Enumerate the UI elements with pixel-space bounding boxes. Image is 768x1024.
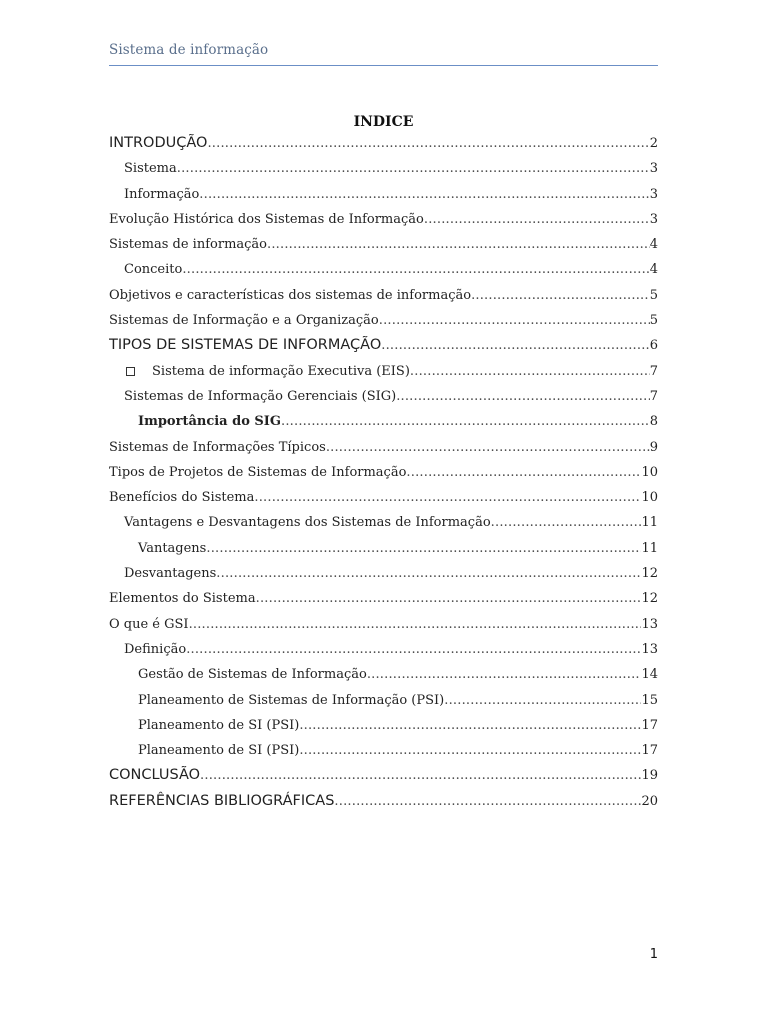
toc-entry-label: Planeamento de Sistemas de Informação (PSI) (138, 692, 445, 708)
dot-leader (207, 131, 649, 156)
dot-leader (299, 713, 641, 738)
toc-entry[interactable] (109, 688, 658, 713)
dot-leader (379, 308, 650, 333)
toc-entry-page: 10 (641, 464, 658, 480)
toc-entry-page: 4 (649, 237, 658, 253)
dot-leader (256, 586, 642, 611)
dot-leader (254, 485, 641, 510)
toc-entry[interactable] (109, 232, 658, 257)
toc-entry-label: Gestão de Sistemas de Informação (138, 667, 367, 683)
toc-entry[interactable] (109, 384, 658, 409)
dot-leader (444, 688, 641, 713)
toc-entry[interactable] (109, 738, 658, 763)
toc-entry-label: Sistema de informação Executiva (EIS) (152, 363, 410, 379)
table-of-contents (109, 131, 658, 814)
dot-leader (177, 156, 650, 181)
toc-entry-page: 17 (641, 743, 658, 759)
toc-entry[interactable] (109, 637, 658, 662)
toc-entry-label: TIPOS DE SISTEMAS DE INFORMAÇÃO (109, 337, 382, 354)
toc-entry-page: 3 (649, 186, 658, 202)
toc-entry[interactable] (109, 612, 658, 637)
toc-entry[interactable] (109, 182, 658, 207)
toc-entry-label: Planeamento de SI (PSI) (138, 743, 300, 759)
toc-entry-label: REFERÊNCIAS BIBLIOGRÁFICAS (109, 792, 335, 809)
toc-entry-label: Desvantagens (124, 566, 217, 582)
dot-leader (199, 182, 649, 207)
toc-entry-page: 11 (641, 540, 658, 556)
toc-entry[interactable] (109, 435, 658, 460)
toc-entry[interactable] (109, 789, 658, 814)
toc-entry-label: Elementos do Sistema (109, 591, 256, 607)
toc-entry[interactable] (109, 131, 658, 156)
dot-leader (491, 510, 642, 535)
toc-entry[interactable] (109, 713, 658, 738)
toc-entry-page: 15 (641, 692, 658, 708)
dot-leader (206, 536, 641, 561)
toc-entry-page: 5 (649, 313, 658, 329)
toc-entry-page: 6 (649, 338, 658, 354)
dot-leader (299, 738, 641, 763)
page-number: 1 (649, 947, 658, 962)
dot-leader (200, 763, 641, 788)
toc-entry-page: 3 (649, 161, 658, 177)
toc-entry-page: 11 (641, 515, 658, 531)
toc-entry-label: CONCLUSÃO (109, 767, 201, 784)
header-rule (109, 65, 658, 66)
toc-entry-label: Sistemas de Informação Gerenciais (SIG) (124, 388, 397, 404)
dot-leader (406, 460, 641, 485)
running-header: Sistema de informação (109, 42, 269, 58)
toc-entry-page: 2 (649, 136, 658, 151)
toc-entry-page: 13 (641, 616, 658, 632)
toc-entry-label: Benefícios do Sistema (109, 490, 255, 506)
toc-entry-label: Sistemas de informação (109, 237, 267, 253)
toc-entry[interactable] (109, 586, 658, 611)
toc-entry[interactable] (109, 207, 658, 232)
toc-entry-label: Importância do SIG (138, 414, 281, 430)
checkbox-bullet-icon (126, 367, 135, 376)
toc-entry-label: Tipos de Projetos de Sistemas de Informação (109, 464, 407, 480)
toc-entry[interactable] (109, 460, 658, 485)
dot-leader (381, 333, 649, 358)
toc-entry-page: 7 (649, 388, 658, 404)
toc-entry-page: 13 (641, 641, 658, 657)
toc-entry-page: 20 (641, 793, 658, 809)
toc-entry[interactable] (109, 763, 658, 788)
toc-entry-page: 14 (641, 667, 658, 683)
toc-entry[interactable] (109, 333, 658, 358)
toc-entry-page: 5 (649, 287, 658, 303)
toc-entry[interactable] (109, 283, 658, 308)
toc-entry-label: Vantagens e Desvantagens dos Sistemas de Informação (124, 515, 491, 531)
toc-entry-page: 9 (649, 439, 658, 455)
dot-leader (216, 561, 641, 586)
toc-entry[interactable] (109, 485, 658, 510)
toc-entry[interactable] (109, 409, 658, 434)
dot-leader (471, 283, 650, 308)
toc-entry-label: Sistema (124, 161, 177, 177)
dot-leader (182, 257, 649, 282)
dot-leader (367, 662, 642, 687)
dot-leader (189, 612, 642, 637)
toc-entry-page: 8 (649, 414, 658, 430)
toc-entry-page: 12 (641, 591, 658, 607)
dot-leader (186, 637, 641, 662)
toc-entry-page: 19 (641, 768, 658, 784)
toc-entry-page: 3 (649, 211, 658, 227)
dot-leader (267, 232, 650, 257)
toc-entry-label: INTRODUÇÃO (109, 135, 208, 151)
toc-entry-label: Vantagens (138, 540, 207, 556)
toc-entry[interactable] (109, 308, 658, 333)
toc-entry-label: O que é GSI (109, 616, 189, 632)
toc-entry[interactable] (109, 359, 658, 384)
toc-entry-page: 4 (649, 262, 658, 278)
toc-entry[interactable] (109, 561, 658, 586)
toc-entry[interactable] (109, 257, 658, 282)
toc-title: INDICE (353, 114, 414, 130)
dot-leader (326, 435, 650, 460)
dot-leader (424, 207, 650, 232)
toc-entry-page: 10 (641, 490, 658, 506)
toc-entry-page: 12 (641, 566, 658, 582)
dot-leader (334, 789, 641, 814)
toc-entry[interactable] (109, 510, 658, 535)
toc-entry-page: 7 (649, 363, 658, 379)
toc-entry[interactable] (109, 662, 658, 687)
toc-entry-label: Objetivos e características dos sistemas de informação (109, 287, 472, 303)
toc-entry[interactable] (109, 156, 658, 181)
dot-leader (410, 359, 650, 384)
dot-leader (281, 409, 650, 434)
toc-entry-label: Informação (124, 186, 200, 202)
toc-entry[interactable] (109, 536, 658, 561)
toc-entry-label: Conceito (124, 262, 183, 278)
toc-entry-label: Sistemas de Informação e a Organização (109, 313, 379, 329)
toc-entry-label: Planeamento de SI (PSI) (138, 717, 300, 733)
toc-entry-page: 17 (641, 717, 658, 733)
dot-leader (396, 384, 650, 409)
toc-entry-label: Definição (124, 641, 187, 657)
toc-entry-label: Evolução Histórica dos Sistemas de Informação (109, 211, 424, 227)
toc-entry-label: Sistemas de Informações Típicos (109, 439, 326, 455)
